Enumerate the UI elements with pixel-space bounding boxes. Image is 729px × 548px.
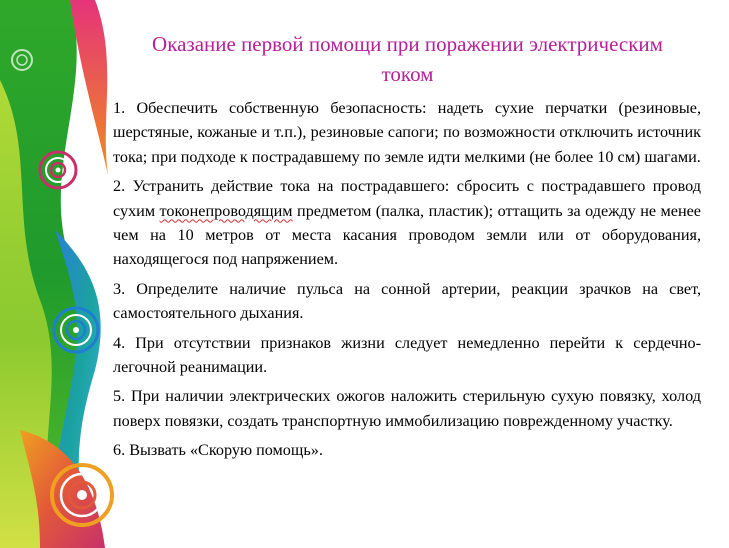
instruction-item-2: [113, 174, 701, 272]
spiral-ornament-middle: [54, 308, 98, 352]
instruction-item-4: 4. При отсутствии признаков жизни следует немедленно перейти к сердечно-легочной реанимации.: [113, 333, 701, 377]
instructions-list: [113, 96, 701, 468]
instruction-item-3: 3. Определите наличие пульса на сонной артерии, реакции зрачков на свет, самостоятельного дыхания.: [113, 279, 701, 323]
slide-title: Оказание первой помощи при поражении электрическим током: [152, 32, 663, 86]
instruction-item-2-text-start: 2. Устранить действие тока на пострадавшего: сбросить с пострадавшего провод сухим: [113, 177, 701, 220]
spiral-ornament-bottom: [52, 465, 112, 525]
instruction-item-6: 6. Вызвать «Скорую помощь».: [113, 441, 323, 460]
instruction-item-1: 1. Обеспечить собственную безопасность: надеть сухие перчатки (резиновые, шерстяные, кожаные и т.п.), резиновые сапоги; по возможности отключить источник тока; при подходе к пострадавшему по земле идти мелкими (не более 10 см) шагами.: [113, 99, 701, 166]
instruction-item-5: 5. При наличии электрических ожогов наложить стерильную сухую повязку, холод поверх повязки, создать транспортную иммобилизацию поврежденному участку.: [113, 387, 701, 430]
spiral-ornament-top: [40, 152, 76, 188]
instruction-item-2-text-end: предметом (палка, пластик); оттащить за одежду не менее чем на 10 метров от места касания проводом земли или от оборудования, находящегося под напряжением.: [113, 201, 701, 269]
pink-swoosh: [70, 0, 108, 175]
spellcheck-flagged-word: токонепроводящим: [159, 201, 293, 220]
